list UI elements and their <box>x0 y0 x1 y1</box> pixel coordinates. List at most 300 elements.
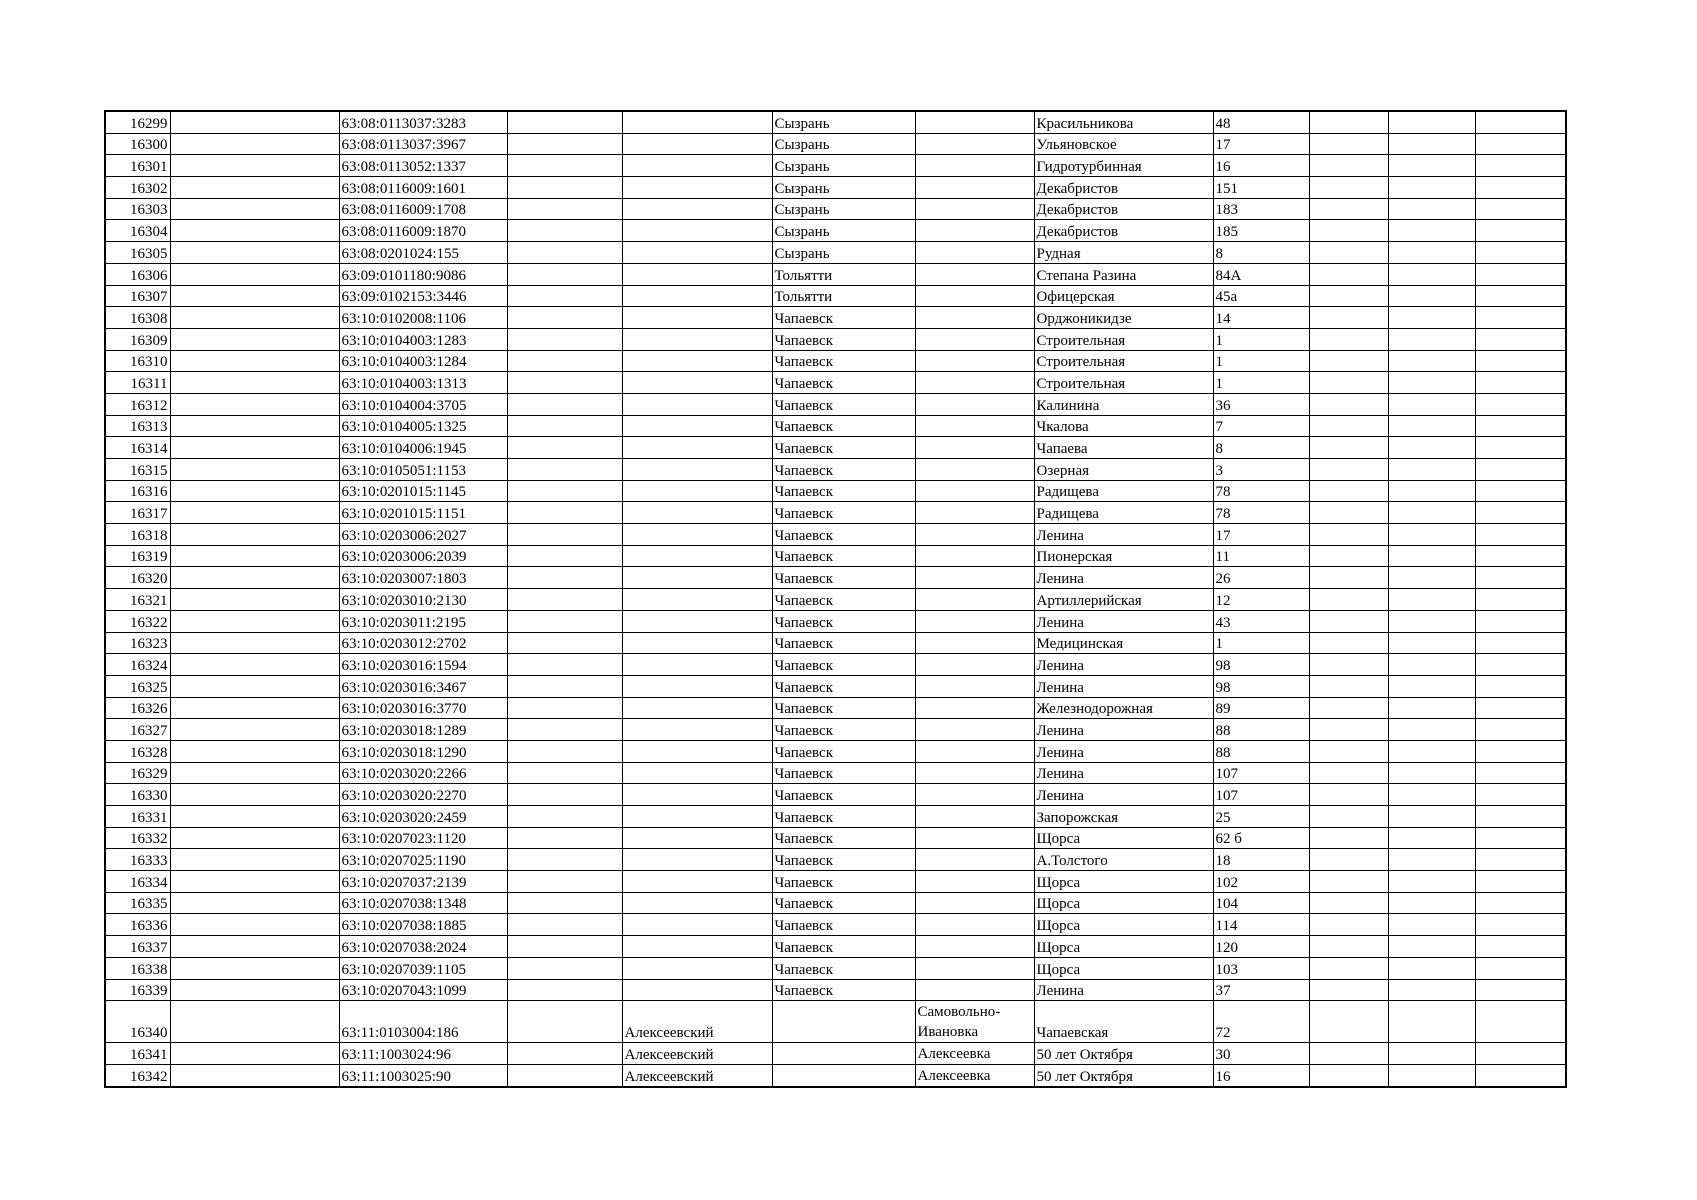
city-cell: Чапаевск <box>772 567 915 589</box>
empty-cell <box>1309 155 1388 177</box>
street-cell: А.Толстого <box>1034 849 1213 871</box>
city-cell: Сызрань <box>772 198 915 220</box>
street-cell: 50 лет Октября <box>1034 1064 1213 1086</box>
district-cell <box>622 762 772 784</box>
city-cell: Чапаевск <box>772 914 915 936</box>
locality-cell <box>915 328 1034 350</box>
cadastral-number-cell: 63:08:0113052:1337 <box>339 155 507 177</box>
table-row <box>105 480 1566 502</box>
cadastral-number-cell: 63:10:0203016:1594 <box>339 654 507 676</box>
district-cell <box>622 111 772 133</box>
empty-cell <box>170 589 339 611</box>
empty-cell <box>170 328 339 350</box>
district-cell <box>622 242 772 264</box>
empty-cell <box>507 350 622 372</box>
district-cell <box>622 220 772 242</box>
locality-cell <box>915 480 1034 502</box>
locality-cell <box>915 524 1034 546</box>
row-number-cell: 16336 <box>105 914 170 936</box>
city-cell: Чапаевск <box>772 762 915 784</box>
city-cell: Чапаевск <box>772 892 915 914</box>
city-cell: Сызрань <box>772 155 915 177</box>
cadastral-number-cell: 63:10:0104006:1945 <box>339 437 507 459</box>
empty-cell <box>507 437 622 459</box>
row-number-cell: 16301 <box>105 155 170 177</box>
cadastral-number-cell: 63:10:0207023:1120 <box>339 827 507 849</box>
empty-cell <box>1309 524 1388 546</box>
empty-cell <box>507 220 622 242</box>
district-cell <box>622 372 772 394</box>
table-row <box>105 784 1566 806</box>
empty-cell <box>1388 979 1475 1001</box>
empty-cell <box>1475 567 1566 589</box>
street-cell: Озерная <box>1034 459 1213 481</box>
house-number-cell: 98 <box>1213 654 1309 676</box>
table-row <box>105 762 1566 784</box>
district-cell <box>622 545 772 567</box>
table-row <box>105 242 1566 264</box>
city-cell: Чапаевск <box>772 307 915 329</box>
row-number-cell: 16312 <box>105 393 170 415</box>
row-number-cell: 16341 <box>105 1043 170 1065</box>
locality-cell <box>915 979 1034 1001</box>
empty-cell <box>507 632 622 654</box>
district-cell <box>622 827 772 849</box>
district-cell <box>622 632 772 654</box>
city-cell: Чапаевск <box>772 740 915 762</box>
table-row <box>105 177 1566 199</box>
empty-cell <box>1475 415 1566 437</box>
cadastral-number-cell: 63:10:0207038:2024 <box>339 936 507 958</box>
city-cell: Чапаевск <box>772 697 915 719</box>
empty-cell <box>1309 567 1388 589</box>
empty-cell <box>1475 328 1566 350</box>
house-number-cell: 185 <box>1213 220 1309 242</box>
empty-cell <box>170 524 339 546</box>
house-number-cell: 89 <box>1213 697 1309 719</box>
empty-cell <box>170 198 339 220</box>
table-row <box>105 545 1566 567</box>
table-row <box>105 1064 1566 1086</box>
district-cell <box>622 806 772 828</box>
street-cell: Ленина <box>1034 654 1213 676</box>
empty-cell <box>1388 415 1475 437</box>
row-number-cell: 16306 <box>105 263 170 285</box>
empty-cell <box>507 675 622 697</box>
empty-cell <box>507 111 622 133</box>
locality-cell <box>915 914 1034 936</box>
locality-cell: Самовольно-Ивановка <box>915 1001 1034 1043</box>
district-cell <box>622 849 772 871</box>
table-row <box>105 415 1566 437</box>
house-number-cell: 151 <box>1213 177 1309 199</box>
cadastral-number-cell: 63:11:0103004:186 <box>339 1001 507 1043</box>
district-cell <box>622 524 772 546</box>
empty-cell <box>507 827 622 849</box>
empty-cell <box>170 545 339 567</box>
empty-cell <box>1309 892 1388 914</box>
empty-cell <box>507 936 622 958</box>
empty-cell <box>170 415 339 437</box>
district-cell <box>622 198 772 220</box>
street-cell: Ленина <box>1034 524 1213 546</box>
house-number-cell: 78 <box>1213 502 1309 524</box>
street-cell: Ленина <box>1034 610 1213 632</box>
locality-cell <box>915 632 1034 654</box>
empty-cell <box>1475 220 1566 242</box>
empty-cell <box>507 957 622 979</box>
empty-cell <box>170 871 339 893</box>
street-cell: Орджоникидзе <box>1034 307 1213 329</box>
table-row <box>105 675 1566 697</box>
house-number-cell: 62 б <box>1213 827 1309 849</box>
city-cell: Чапаевск <box>772 524 915 546</box>
street-cell: Щорса <box>1034 871 1213 893</box>
empty-cell <box>1309 198 1388 220</box>
house-number-cell: 36 <box>1213 393 1309 415</box>
city-cell: Сызрань <box>772 242 915 264</box>
district-cell <box>622 480 772 502</box>
empty-cell <box>507 372 622 394</box>
empty-cell <box>1388 393 1475 415</box>
empty-cell <box>170 393 339 415</box>
locality-cell <box>915 806 1034 828</box>
district-cell <box>622 914 772 936</box>
row-number-cell: 16316 <box>105 480 170 502</box>
locality-cell <box>915 459 1034 481</box>
row-number-cell: 16325 <box>105 675 170 697</box>
locality-cell <box>915 155 1034 177</box>
table-row <box>105 827 1566 849</box>
empty-cell <box>170 610 339 632</box>
cadastral-number-cell: 63:10:0203006:2039 <box>339 545 507 567</box>
district-cell <box>622 871 772 893</box>
city-cell: Чапаевск <box>772 871 915 893</box>
locality-cell <box>915 502 1034 524</box>
table-row <box>105 654 1566 676</box>
district-cell <box>622 936 772 958</box>
city-cell <box>772 1064 915 1086</box>
empty-cell <box>1388 480 1475 502</box>
empty-cell <box>1388 328 1475 350</box>
empty-cell <box>170 111 339 133</box>
empty-cell <box>1309 849 1388 871</box>
district-cell: Алексеевский <box>622 1043 772 1065</box>
house-number-cell: 26 <box>1213 567 1309 589</box>
cadastral-number-cell: 63:10:0203018:1290 <box>339 740 507 762</box>
empty-cell <box>1309 307 1388 329</box>
empty-cell <box>1475 632 1566 654</box>
city-cell: Чапаевск <box>772 437 915 459</box>
empty-cell <box>1309 1001 1388 1043</box>
street-cell: Декабристов <box>1034 198 1213 220</box>
table-row <box>105 111 1566 133</box>
street-cell: Ленина <box>1034 567 1213 589</box>
district-cell <box>622 393 772 415</box>
city-cell: Сызрань <box>772 111 915 133</box>
locality-cell: Алексеевка <box>915 1043 1034 1065</box>
street-cell: Ленина <box>1034 719 1213 741</box>
street-cell: Ленина <box>1034 762 1213 784</box>
empty-cell <box>170 567 339 589</box>
empty-cell <box>1475 806 1566 828</box>
table-row <box>105 393 1566 415</box>
row-number-cell: 16331 <box>105 806 170 828</box>
locality-cell <box>915 307 1034 329</box>
row-number-cell: 16320 <box>105 567 170 589</box>
table-row <box>105 155 1566 177</box>
empty-cell <box>507 545 622 567</box>
street-cell: Щорса <box>1034 827 1213 849</box>
empty-cell <box>507 806 622 828</box>
empty-cell <box>507 610 622 632</box>
empty-cell <box>507 589 622 611</box>
empty-cell <box>507 654 622 676</box>
district-cell <box>622 263 772 285</box>
street-cell: Радищева <box>1034 480 1213 502</box>
city-cell: Чапаевск <box>772 328 915 350</box>
empty-cell <box>1388 1064 1475 1086</box>
cadastral-number-cell: 63:10:0207039:1105 <box>339 957 507 979</box>
locality-cell <box>915 372 1034 394</box>
table-row <box>105 350 1566 372</box>
cadastral-number-cell: 63:10:0203016:3467 <box>339 675 507 697</box>
district-cell <box>622 285 772 307</box>
row-number-cell: 16308 <box>105 307 170 329</box>
street-cell: Ульяновское <box>1034 133 1213 155</box>
locality-cell <box>915 437 1034 459</box>
row-number-cell: 16300 <box>105 133 170 155</box>
empty-cell <box>170 784 339 806</box>
city-cell: Тольятти <box>772 285 915 307</box>
empty-cell <box>170 263 339 285</box>
house-number-cell: 43 <box>1213 610 1309 632</box>
empty-cell <box>1309 285 1388 307</box>
house-number-cell: 114 <box>1213 914 1309 936</box>
empty-cell <box>1475 393 1566 415</box>
cadastral-number-cell: 63:10:0207043:1099 <box>339 979 507 1001</box>
empty-cell <box>1388 459 1475 481</box>
empty-cell <box>1475 610 1566 632</box>
row-number-cell: 16334 <box>105 871 170 893</box>
city-cell <box>772 1001 915 1043</box>
empty-cell <box>1388 1001 1475 1043</box>
city-cell: Чапаевск <box>772 480 915 502</box>
house-number-cell: 16 <box>1213 1064 1309 1086</box>
street-cell: Щорса <box>1034 892 1213 914</box>
empty-cell <box>170 1064 339 1086</box>
city-cell <box>772 1043 915 1065</box>
empty-cell <box>1309 610 1388 632</box>
empty-cell <box>1388 502 1475 524</box>
row-number-cell: 16328 <box>105 740 170 762</box>
empty-cell <box>507 1043 622 1065</box>
empty-cell <box>1388 220 1475 242</box>
empty-cell <box>1309 393 1388 415</box>
empty-cell <box>507 1064 622 1086</box>
house-number-cell: 3 <box>1213 459 1309 481</box>
empty-cell <box>1388 957 1475 979</box>
empty-cell <box>1388 784 1475 806</box>
street-cell: Строительная <box>1034 372 1213 394</box>
street-cell: Гидротурбинная <box>1034 155 1213 177</box>
empty-cell <box>170 459 339 481</box>
empty-cell <box>1475 827 1566 849</box>
table-body <box>105 111 1566 1087</box>
empty-cell <box>507 784 622 806</box>
empty-cell <box>507 177 622 199</box>
house-number-cell: 104 <box>1213 892 1309 914</box>
empty-cell <box>1475 719 1566 741</box>
row-number-cell: 16329 <box>105 762 170 784</box>
empty-cell <box>1475 437 1566 459</box>
locality-cell <box>915 719 1034 741</box>
empty-cell <box>1475 1064 1566 1086</box>
locality-cell <box>915 415 1034 437</box>
table-row <box>105 806 1566 828</box>
cadastral-number-cell: 63:08:0113037:3283 <box>339 111 507 133</box>
empty-cell <box>507 762 622 784</box>
street-cell: Ленина <box>1034 979 1213 1001</box>
row-number-cell: 16309 <box>105 328 170 350</box>
empty-cell <box>1475 307 1566 329</box>
cadastral-number-cell: 63:10:0203006:2027 <box>339 524 507 546</box>
house-number-cell: 107 <box>1213 762 1309 784</box>
empty-cell <box>507 263 622 285</box>
city-cell: Сызрань <box>772 177 915 199</box>
street-cell: Чкалова <box>1034 415 1213 437</box>
empty-cell <box>1309 480 1388 502</box>
empty-cell <box>1475 784 1566 806</box>
cadastral-number-cell: 63:10:0203007:1803 <box>339 567 507 589</box>
table-row <box>105 849 1566 871</box>
empty-cell <box>1475 545 1566 567</box>
cadastral-number-cell: 63:11:1003025:90 <box>339 1064 507 1086</box>
empty-cell <box>1388 524 1475 546</box>
empty-cell <box>1309 871 1388 893</box>
empty-cell <box>1309 545 1388 567</box>
empty-cell <box>1309 936 1388 958</box>
empty-cell <box>1475 111 1566 133</box>
empty-cell <box>507 133 622 155</box>
cadastral-number-cell: 63:10:0104003:1283 <box>339 328 507 350</box>
table-row <box>105 957 1566 979</box>
empty-cell <box>1475 502 1566 524</box>
street-cell: Декабристов <box>1034 177 1213 199</box>
empty-cell <box>1475 372 1566 394</box>
locality-cell <box>915 350 1034 372</box>
empty-cell <box>507 502 622 524</box>
cadastral-number-cell: 63:10:0207038:1885 <box>339 914 507 936</box>
house-number-cell: 16 <box>1213 155 1309 177</box>
row-number-cell: 16313 <box>105 415 170 437</box>
city-cell: Чапаевск <box>772 849 915 871</box>
empty-cell <box>1309 372 1388 394</box>
street-cell: 50 лет Октября <box>1034 1043 1213 1065</box>
empty-cell <box>170 155 339 177</box>
empty-cell <box>1309 350 1388 372</box>
city-cell: Чапаевск <box>772 675 915 697</box>
row-number-cell: 16333 <box>105 849 170 871</box>
empty-cell <box>1309 719 1388 741</box>
house-number-cell: 37 <box>1213 979 1309 1001</box>
empty-cell <box>170 936 339 958</box>
house-number-cell: 25 <box>1213 806 1309 828</box>
empty-cell <box>1309 979 1388 1001</box>
row-number-cell: 16319 <box>105 545 170 567</box>
row-number-cell: 16305 <box>105 242 170 264</box>
table-row <box>105 502 1566 524</box>
cadastral-number-cell: 63:10:0203010:2130 <box>339 589 507 611</box>
locality-cell <box>915 133 1034 155</box>
empty-cell <box>1309 914 1388 936</box>
empty-cell <box>1475 242 1566 264</box>
city-cell: Чапаевск <box>772 545 915 567</box>
empty-cell <box>170 957 339 979</box>
empty-cell <box>1388 307 1475 329</box>
empty-cell <box>1475 589 1566 611</box>
cadastral-number-cell: 63:10:0203012:2702 <box>339 632 507 654</box>
house-number-cell: 183 <box>1213 198 1309 220</box>
empty-cell <box>507 567 622 589</box>
empty-cell <box>1388 871 1475 893</box>
district-cell <box>622 740 772 762</box>
row-number-cell: 16302 <box>105 177 170 199</box>
house-number-cell: 120 <box>1213 936 1309 958</box>
row-number-cell: 16307 <box>105 285 170 307</box>
table-row <box>105 372 1566 394</box>
house-number-cell: 7 <box>1213 415 1309 437</box>
city-cell: Чапаевск <box>772 372 915 394</box>
city-cell: Чапаевск <box>772 459 915 481</box>
empty-cell <box>170 849 339 871</box>
table-row <box>105 1043 1566 1065</box>
empty-cell <box>1475 762 1566 784</box>
street-cell: Ленина <box>1034 784 1213 806</box>
district-cell <box>622 892 772 914</box>
district-cell <box>622 979 772 1001</box>
district-cell <box>622 610 772 632</box>
district-cell <box>622 328 772 350</box>
house-number-cell: 30 <box>1213 1043 1309 1065</box>
empty-cell <box>1388 827 1475 849</box>
district-cell <box>622 177 772 199</box>
row-number-cell: 16324 <box>105 654 170 676</box>
registry-table <box>104 110 1567 1088</box>
empty-cell <box>1475 936 1566 958</box>
table-row <box>105 285 1566 307</box>
row-number-cell: 16338 <box>105 957 170 979</box>
row-number-cell: 16340 <box>105 1001 170 1043</box>
empty-cell <box>170 719 339 741</box>
table-row <box>105 632 1566 654</box>
empty-cell <box>507 393 622 415</box>
empty-cell <box>1475 979 1566 1001</box>
city-cell: Чапаевск <box>772 719 915 741</box>
empty-cell <box>1388 806 1475 828</box>
cadastral-number-cell: 63:08:0116009:1870 <box>339 220 507 242</box>
table-row <box>105 697 1566 719</box>
empty-cell <box>170 675 339 697</box>
table-row <box>105 979 1566 1001</box>
empty-cell <box>1388 654 1475 676</box>
locality-cell <box>915 198 1034 220</box>
empty-cell <box>507 719 622 741</box>
locality-cell <box>915 871 1034 893</box>
locality-cell <box>915 827 1034 849</box>
city-cell: Чапаевск <box>772 610 915 632</box>
locality-cell <box>915 762 1034 784</box>
